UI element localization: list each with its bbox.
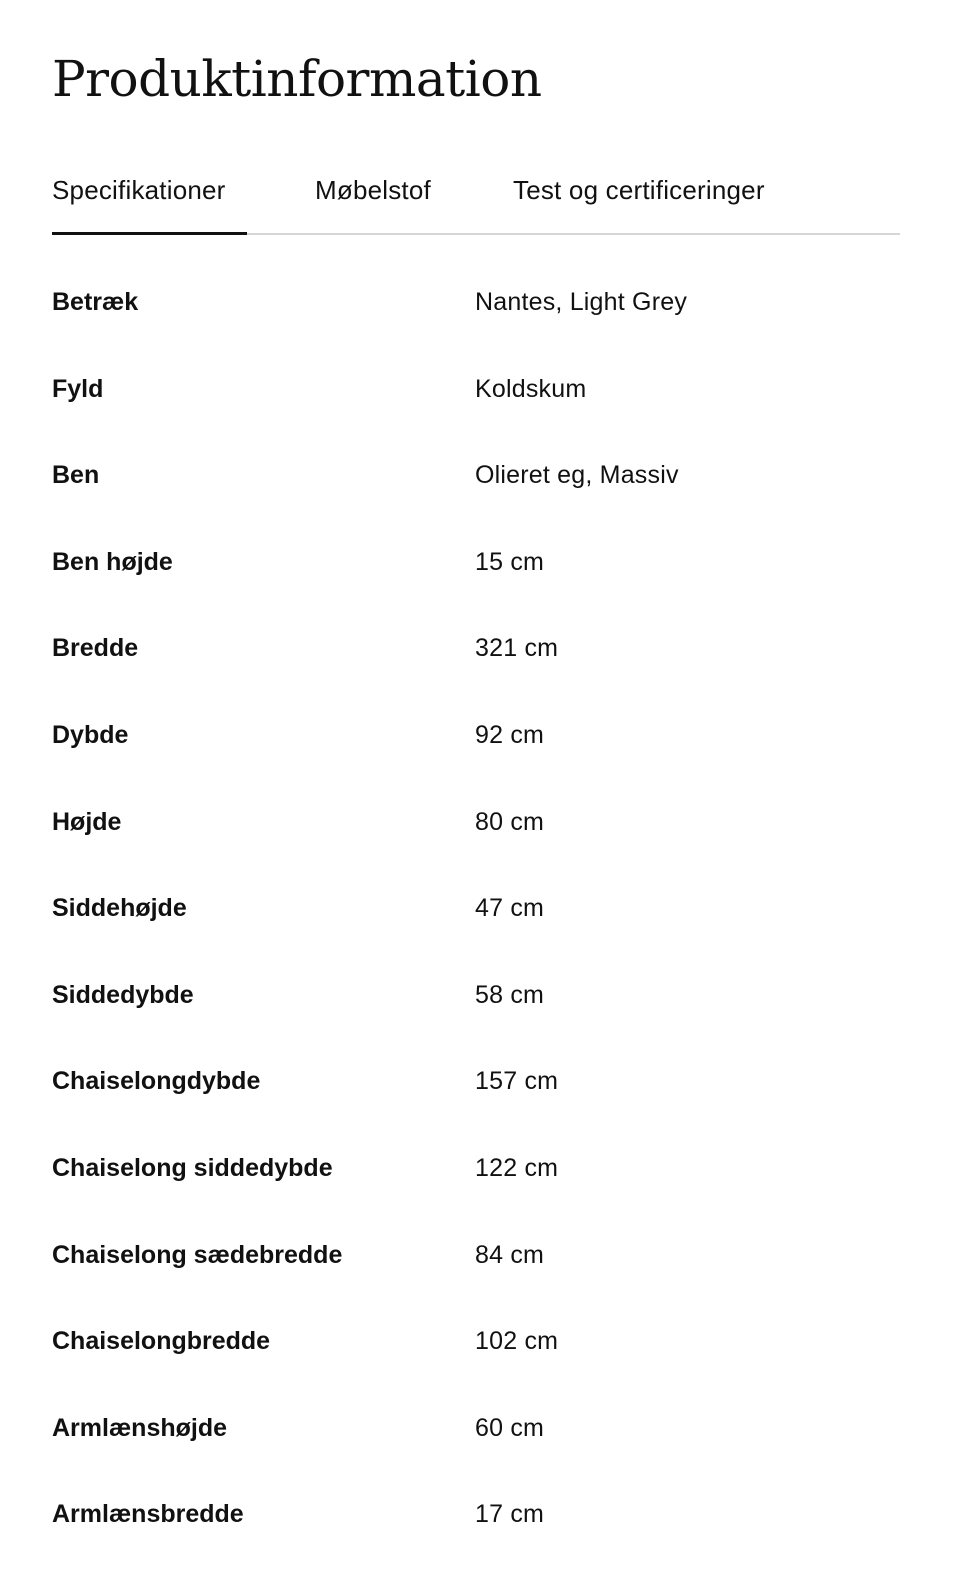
spec-label: Armlænsbredde <box>52 1500 244 1529</box>
spec-label: Siddehøjde <box>52 894 187 923</box>
spec-label: Chaiselongbredde <box>52 1327 271 1356</box>
spec-row-siddehojde <box>52 864 900 951</box>
tab-mobelstof[interactable]: Møbelstof <box>315 175 431 205</box>
spec-row-chaiselongdybde <box>52 1037 900 1124</box>
spec-label: Ben højde <box>52 547 173 576</box>
spec-label: Siddedybde <box>52 980 194 1009</box>
spec-row-armlaensbredde <box>52 1470 900 1557</box>
spec-row-chaiselong-siddedybde <box>52 1124 900 1211</box>
spec-label: Ben <box>52 461 100 490</box>
spec-value: 122 cm <box>475 1153 559 1182</box>
spec-value: Koldskum <box>475 374 587 403</box>
spec-value: 321 cm <box>475 634 559 663</box>
spec-value: 47 cm <box>475 894 545 923</box>
spec-value: 17 cm <box>475 1500 545 1529</box>
spec-value: 60 cm <box>475 1413 545 1442</box>
spec-label: Højde <box>52 807 122 836</box>
spec-row-armlaenshojde <box>52 1384 900 1471</box>
spec-label: Fyld <box>52 374 104 403</box>
spec-value: 92 cm <box>475 720 545 749</box>
spec-row-chaiselongbredde <box>52 1297 900 1384</box>
spec-value: 157 cm <box>475 1067 559 1096</box>
spec-label: Chaiselong siddedybde <box>52 1153 333 1182</box>
spec-row-ben <box>52 431 900 518</box>
spec-value: 80 cm <box>475 807 545 836</box>
spec-row-betraek <box>52 258 900 345</box>
page-title: Produktinformation <box>52 50 542 108</box>
spec-label: Chaiselong sædebredde <box>52 1240 343 1269</box>
spec-value: Nantes, Light Grey <box>475 288 688 316</box>
spec-row-chaiselong-saedebredde <box>52 1211 900 1298</box>
spec-row-fyld <box>52 345 900 432</box>
tab-specifikationer[interactable]: Specifikationer <box>52 175 226 205</box>
spec-label: Bredde <box>52 634 139 663</box>
tab-bar <box>52 160 900 235</box>
spec-label: Armlænshøjde <box>52 1413 228 1442</box>
spec-label: Betræk <box>52 288 139 316</box>
spec-label: Dybde <box>52 720 129 749</box>
spec-value: 58 cm <box>475 980 545 1009</box>
specifications-list <box>52 258 900 1557</box>
spec-value: 84 cm <box>475 1240 545 1269</box>
spec-row-ben-hojde <box>52 518 900 605</box>
active-tab-indicator <box>52 232 247 235</box>
spec-label: Chaiselongdybde <box>52 1067 261 1096</box>
spec-value: 15 cm <box>475 547 545 576</box>
spec-row-bredde <box>52 604 900 691</box>
spec-row-hojde <box>52 778 900 865</box>
spec-row-siddedybde <box>52 951 900 1038</box>
tab-test-og-certificeringer[interactable]: Test og certificeringer <box>513 175 765 205</box>
spec-value: 102 cm <box>475 1327 559 1356</box>
spec-value: Olieret eg, Massiv <box>475 461 679 490</box>
spec-row-dybde <box>52 691 900 778</box>
